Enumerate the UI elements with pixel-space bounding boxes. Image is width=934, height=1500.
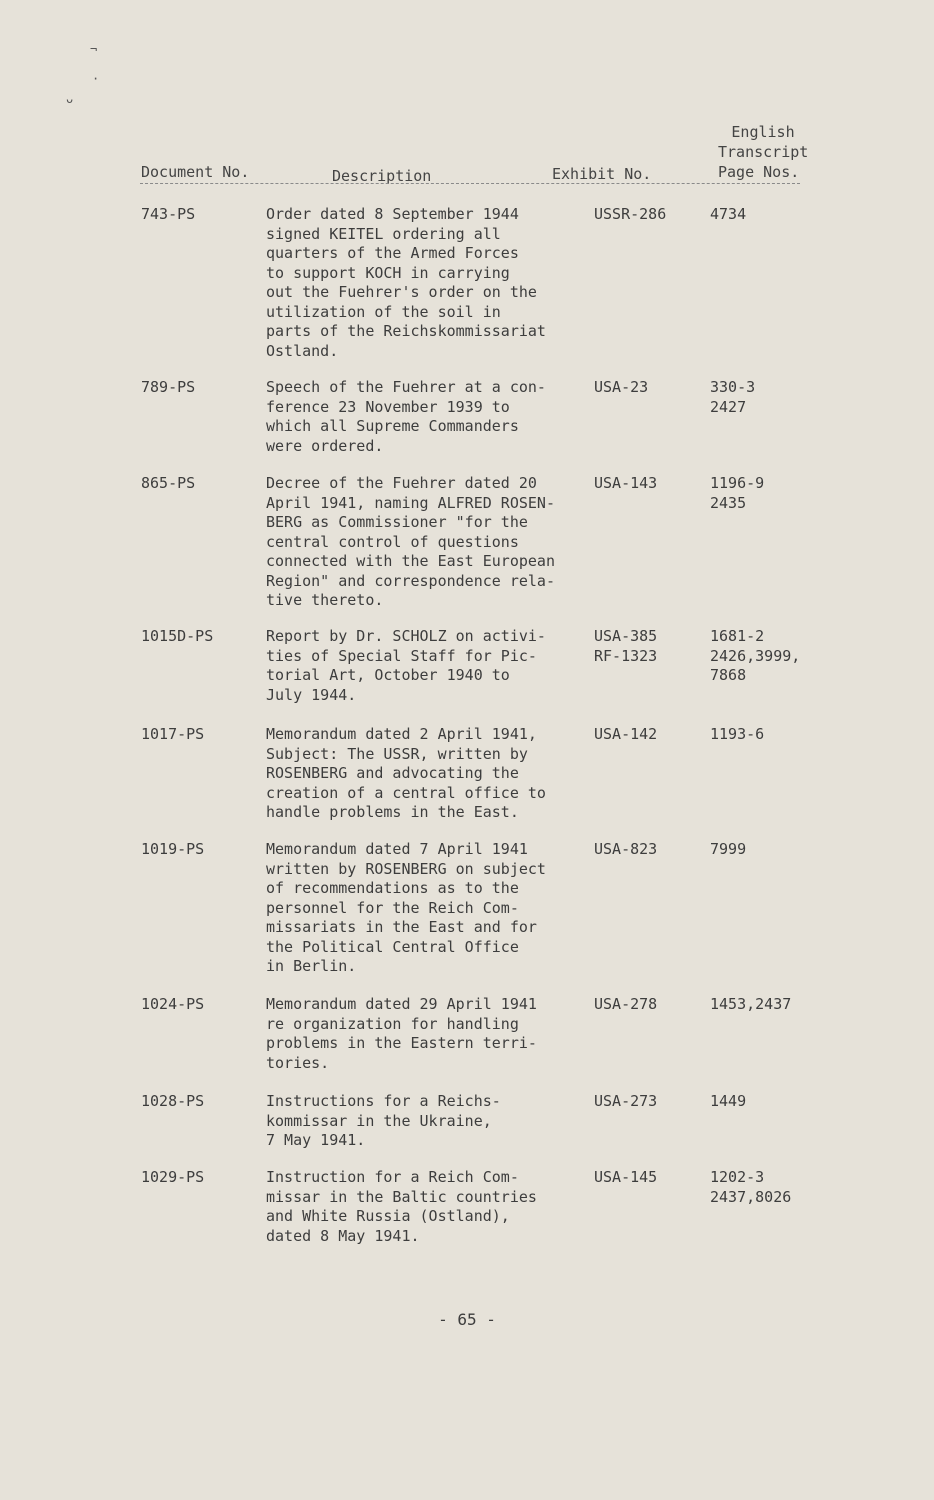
header-underline [140, 183, 800, 184]
exhibit-number: USA-23 [594, 378, 649, 396]
document-number: 865-PS [141, 474, 196, 492]
page-number: - 65 - [438, 1310, 496, 1329]
transcript-header [718, 122, 808, 162]
transcript-pages: 1681-2 2426,3999, 7868 [710, 627, 801, 684]
document-number: 1015D-PS [141, 627, 214, 645]
document-number: 743-PS [141, 205, 196, 223]
exhibit-number: USA-823 [594, 840, 658, 858]
description: Report by Dr. SCHOLZ on activi- ties of Special Staff for Pic- torial Art, October 1940 to July 1944. [266, 627, 546, 704]
document-number: 1019-PS [141, 840, 205, 858]
exhibit-number: USA-273 [594, 1092, 658, 1110]
scan-speck: ¬ [90, 42, 98, 56]
description: Instructions for a Reichs- kommissar in the Ukraine, 7 May 1941. [266, 1092, 501, 1149]
transcript-pages: 7999 [710, 840, 747, 858]
doc-no-header: Document No. [141, 163, 250, 181]
description: Memorandum dated 29 April 1941 re organization for handling problems in the Eastern terri- tories. [266, 995, 537, 1072]
document-number: 1029-PS [141, 1168, 205, 1186]
exhibit-no-header: Exhibit No. [552, 165, 652, 183]
exhibit-number: USA-278 [594, 995, 658, 1013]
transcript-pages: 1202-3 2437,8026 [710, 1168, 792, 1206]
scan-speck: ᴗ [66, 92, 74, 106]
description: Order dated 8 September 1944 signed KEITEL ordering all quarters of the Armed Forces to support KOCH in carrying out the Fuehrer's order on the utilization of the soil in parts of the Reichskommissariat Ostland. [266, 205, 546, 360]
transcript-pages: 1193-6 [710, 725, 765, 743]
description: Decree of the Fuehrer dated 20 April 1941, naming ALFRED ROSEN- BERG as Commissioner "for the central control of questions connected with the East European Region" and correspondence rela- tive thereto. [266, 474, 555, 609]
exhibit-number: USSR-286 [594, 205, 667, 223]
description: Speech of the Fuehrer at a con- ference 23 November 1939 to which all Supreme Commanders were ordered. [266, 378, 546, 455]
transcript-pages: 1449 [710, 1092, 747, 1110]
transcript-header-line2: Transcript [718, 143, 809, 161]
exhibit-number: USA-145 [594, 1168, 658, 1186]
document-number: 789-PS [141, 378, 196, 396]
document-number: 1024-PS [141, 995, 205, 1013]
exhibit-number: USA-143 [594, 474, 658, 492]
transcript-pages: 330-3 2427 [710, 378, 756, 416]
exhibit-number: USA-142 [594, 725, 658, 743]
document-number: 1017-PS [141, 725, 205, 743]
page-nos-header: Page Nos. [718, 163, 800, 181]
description: Memorandum dated 7 April 1941 written by ROSENBERG on subject of recommendations as to the personnel for the Reich Com- missariats in the East and for the Political Central Office in Berlin. [266, 840, 546, 975]
transcript-header-line1: English [731, 123, 795, 141]
transcript-pages: 4734 [710, 205, 747, 223]
description-header: Description [332, 167, 432, 185]
scan-speck: · [92, 72, 100, 86]
document-number: 1028-PS [141, 1092, 205, 1110]
description: Instruction for a Reich Com- missar in the Baltic countries and White Russia (Ostland), dated 8 May 1941. [266, 1168, 537, 1245]
transcript-pages: 1196-9 2435 [710, 474, 765, 512]
description: Memorandum dated 2 April 1941, Subject: The USSR, written by ROSENBERG and advocating the creation of a central office to handle problems in the East. [266, 725, 546, 821]
transcript-pages: 1453,2437 [710, 995, 792, 1013]
exhibit-number: USA-385 RF-1323 [594, 627, 658, 665]
